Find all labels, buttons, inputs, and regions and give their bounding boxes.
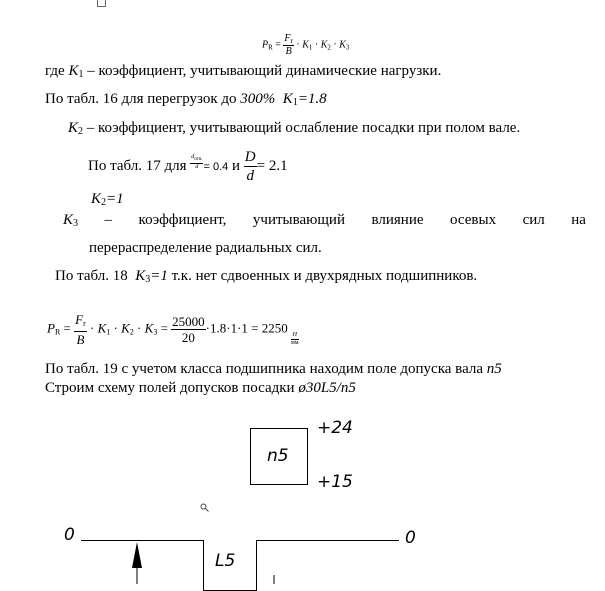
formula-load: $P_R$ = $\frac{F_r}{B}$ · $K_1 \cdot K_2 \cdot K_3$ xyxy=(262,33,350,57)
zero-label-left: 0 xyxy=(64,525,75,545)
line-k2-value: $K_2=1$ xyxy=(91,191,124,208)
line-scheme: Строим схему полей допусков посадки ø30L5/n5 xyxy=(45,380,356,396)
line-table19: По табл. 19 с учетом класса подшипника находим поле допуска вала n5 xyxy=(45,361,502,377)
magnifier-cursor-icon xyxy=(200,503,209,512)
field-label-n5: n5 xyxy=(267,446,289,466)
zero-label-right: 0 xyxy=(405,528,416,548)
line-k3-cont: перераспределение радиальных сил. xyxy=(89,240,322,256)
line-k3: $K_3$ – коэффициент, учитывающий влияние осевых сил на xyxy=(63,212,586,229)
line-k2: $K_2$ – коэффициент, учитывающий ослабление посадки при полом вале. xyxy=(68,120,521,137)
tick-mark xyxy=(270,575,278,584)
upper-deviation: +24 xyxy=(317,418,353,438)
line-table16: По табл. 16 для перегрузок до 300% $K_1=1.8$ xyxy=(45,91,327,108)
lower-deviation: +15 xyxy=(317,472,353,492)
line-k1: где $K_1$ – коэффициент, учитывающий динамические нагрузки. xyxy=(45,63,442,80)
selection-handle[interactable] xyxy=(97,0,106,7)
arrow-icon xyxy=(130,540,144,584)
formula-load-computed: $P_R$ = $\frac{F_r}{B}$ · $K_1 \cdot K_2 \cdot K_3$ = $\frac{25000}{20}$ ·1.8·1·1 = 2250 $\frac{Н}{мм}$ xyxy=(47,312,299,347)
line-table17: По табл. 17 для $\frac{d_{отв.}}{d}$ = 0.4 и $\frac{D}{d}$ = 2.1 xyxy=(88,149,288,184)
field-label-l5: L5 xyxy=(215,551,236,571)
line-table18: По табл. 18 $K_3=1$ т.к. нет сдвоенных и двухрядных подшипников. xyxy=(55,268,478,285)
